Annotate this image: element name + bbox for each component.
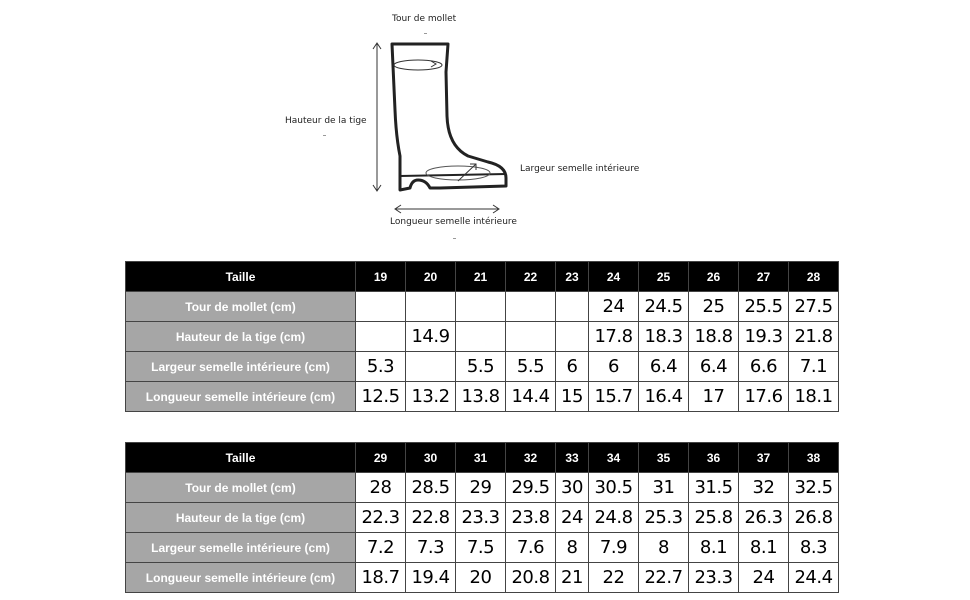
measurement-cell bbox=[406, 292, 456, 322]
measurement-cell: 25.8 bbox=[689, 503, 739, 533]
measurement-cell: 7.3 bbox=[406, 533, 456, 563]
size-table-29-38 bbox=[125, 442, 839, 593]
measurement-cell: 17 bbox=[689, 382, 739, 412]
size-header-row bbox=[126, 262, 839, 292]
measurement-cell: 27.5 bbox=[789, 292, 839, 322]
measurement-cell: 18.3 bbox=[639, 322, 689, 352]
table-row bbox=[126, 352, 839, 382]
measurement-cell: 6.4 bbox=[639, 352, 689, 382]
size-header-cell: 24 bbox=[589, 262, 639, 292]
table-row bbox=[126, 292, 839, 322]
size-header-cell: 20 bbox=[406, 262, 456, 292]
measurement-cell bbox=[456, 322, 506, 352]
table-row bbox=[126, 503, 839, 533]
measurement-cell: 13.8 bbox=[456, 382, 506, 412]
row-label: Largeur semelle intérieure (cm) bbox=[126, 533, 356, 563]
measurement-cell: 18.7 bbox=[356, 563, 406, 593]
measurement-cell: 5.5 bbox=[506, 352, 556, 382]
measurement-cell: 22.3 bbox=[356, 503, 406, 533]
measurement-cell: 31.5 bbox=[689, 473, 739, 503]
size-table-19-28 bbox=[125, 261, 839, 412]
size-header-cell: 21 bbox=[456, 262, 506, 292]
measurement-cell: 13.2 bbox=[406, 382, 456, 412]
measurement-cell bbox=[506, 322, 556, 352]
measurement-cell: 8.1 bbox=[739, 533, 789, 563]
measurement-cell bbox=[506, 292, 556, 322]
measurement-cell: 12.5 bbox=[356, 382, 406, 412]
row-label: Tour de mollet (cm) bbox=[126, 292, 356, 322]
label-insole-length: Longueur semelle intérieure bbox=[390, 217, 517, 227]
size-header-cell: 32 bbox=[506, 443, 556, 473]
measurement-cell: 15 bbox=[556, 382, 589, 412]
measurement-cell: 7.1 bbox=[789, 352, 839, 382]
measurement-cell: 15.7 bbox=[589, 382, 639, 412]
measurement-cell: 8 bbox=[556, 533, 589, 563]
size-header-row bbox=[126, 443, 839, 473]
table-row bbox=[126, 563, 839, 593]
row-label: Longueur semelle intérieure (cm) bbox=[126, 563, 356, 593]
measurement-cell: 32.5 bbox=[789, 473, 839, 503]
measurement-cell: 8.1 bbox=[689, 533, 739, 563]
measurement-cell: 29 bbox=[456, 473, 506, 503]
size-header-cell: 26 bbox=[689, 262, 739, 292]
size-header-cell: 31 bbox=[456, 443, 506, 473]
measurement-cell: 5.3 bbox=[356, 352, 406, 382]
size-header-label: Taille bbox=[126, 443, 356, 473]
measurement-cell: 26.8 bbox=[789, 503, 839, 533]
measurement-cell: 25.5 bbox=[739, 292, 789, 322]
label-shaft-height: Hauteur de la tige bbox=[285, 116, 367, 126]
measurement-cell: 32 bbox=[739, 473, 789, 503]
measurement-cell: 31 bbox=[639, 473, 689, 503]
size-header-cell: 25 bbox=[639, 262, 689, 292]
measurement-cell: 24.4 bbox=[789, 563, 839, 593]
row-label: Tour de mollet (cm) bbox=[126, 473, 356, 503]
measurement-cell: 18.8 bbox=[689, 322, 739, 352]
boot-measurement-diagram bbox=[0, 0, 970, 250]
size-header-cell: 34 bbox=[589, 443, 639, 473]
measurement-cell bbox=[356, 292, 406, 322]
measurement-cell: 8 bbox=[639, 533, 689, 563]
size-header-cell: 22 bbox=[506, 262, 556, 292]
measurement-cell: 29.5 bbox=[506, 473, 556, 503]
row-label: Hauteur de la tige (cm) bbox=[126, 322, 356, 352]
label-insole-width: Largeur semelle intérieure bbox=[520, 164, 640, 174]
size-header-cell: 30 bbox=[406, 443, 456, 473]
size-header-cell: 23 bbox=[556, 262, 589, 292]
measurement-cell: 7.5 bbox=[456, 533, 506, 563]
measurement-cell: 16.4 bbox=[639, 382, 689, 412]
measurement-cell: 19.3 bbox=[739, 322, 789, 352]
label-calf-circumference: Tour de mollet bbox=[392, 14, 457, 24]
measurement-cell: 26.3 bbox=[739, 503, 789, 533]
measurement-cell: 24 bbox=[739, 563, 789, 593]
size-header-cell: 36 bbox=[689, 443, 739, 473]
measurement-cell: 7.2 bbox=[356, 533, 406, 563]
table-row bbox=[126, 322, 839, 352]
measurement-cell: 7.6 bbox=[506, 533, 556, 563]
measurement-cell: 22.8 bbox=[406, 503, 456, 533]
measurement-cell: 17.8 bbox=[589, 322, 639, 352]
measurement-cell: 6.4 bbox=[689, 352, 739, 382]
measurement-cell: 14.9 bbox=[406, 322, 456, 352]
measurement-cell: 8.3 bbox=[789, 533, 839, 563]
row-label: Largeur semelle intérieure (cm) bbox=[126, 352, 356, 382]
measurement-cell: 28 bbox=[356, 473, 406, 503]
row-label: Longueur semelle intérieure (cm) bbox=[126, 382, 356, 412]
size-header-cell: 38 bbox=[789, 443, 839, 473]
measurement-cell: 21.8 bbox=[789, 322, 839, 352]
measurement-cell bbox=[556, 292, 589, 322]
measurement-cell: 20.8 bbox=[506, 563, 556, 593]
measurement-cell: 14.4 bbox=[506, 382, 556, 412]
measurement-cell: 6.6 bbox=[739, 352, 789, 382]
measurement-cell: 22 bbox=[589, 563, 639, 593]
measurement-cell: 18.1 bbox=[789, 382, 839, 412]
size-header-cell: 27 bbox=[739, 262, 789, 292]
measurement-cell bbox=[556, 322, 589, 352]
measurement-cell: 19.4 bbox=[406, 563, 456, 593]
measurement-cell: 20 bbox=[456, 563, 506, 593]
measurement-cell: 6 bbox=[589, 352, 639, 382]
measurement-cell: 24.8 bbox=[589, 503, 639, 533]
measurement-cell: 6 bbox=[556, 352, 589, 382]
measurement-cell: 21 bbox=[556, 563, 589, 593]
measurement-cell: 5.5 bbox=[456, 352, 506, 382]
size-header-cell: 29 bbox=[356, 443, 406, 473]
measurement-cell: 25.3 bbox=[639, 503, 689, 533]
size-header-label: Taille bbox=[126, 262, 356, 292]
measurement-cell: 17.6 bbox=[739, 382, 789, 412]
measurement-cell: 23.3 bbox=[689, 563, 739, 593]
measurement-cell: 7.9 bbox=[589, 533, 639, 563]
measurement-cell: 30.5 bbox=[589, 473, 639, 503]
size-header-cell: 37 bbox=[739, 443, 789, 473]
measurement-cell: 24.5 bbox=[639, 292, 689, 322]
row-label: Hauteur de la tige (cm) bbox=[126, 503, 356, 533]
measurement-cell: 23.3 bbox=[456, 503, 506, 533]
measurement-cell bbox=[356, 322, 406, 352]
measurement-cell: 24 bbox=[589, 292, 639, 322]
size-header-cell: 35 bbox=[639, 443, 689, 473]
measurement-cell: 24 bbox=[556, 503, 589, 533]
measurement-cell bbox=[456, 292, 506, 322]
measurement-cell: 22.7 bbox=[639, 563, 689, 593]
measurement-cell: 23.8 bbox=[506, 503, 556, 533]
size-header-cell: 28 bbox=[789, 262, 839, 292]
measurement-cell: 30 bbox=[556, 473, 589, 503]
measurement-cell: 25 bbox=[689, 292, 739, 322]
measurement-cell: 28.5 bbox=[406, 473, 456, 503]
measurement-cell bbox=[406, 352, 456, 382]
table-row bbox=[126, 382, 839, 412]
size-header-cell: 19 bbox=[356, 262, 406, 292]
table-row bbox=[126, 533, 839, 563]
boot-icon bbox=[360, 38, 560, 218]
size-header-cell: 33 bbox=[556, 443, 589, 473]
table-row bbox=[126, 473, 839, 503]
